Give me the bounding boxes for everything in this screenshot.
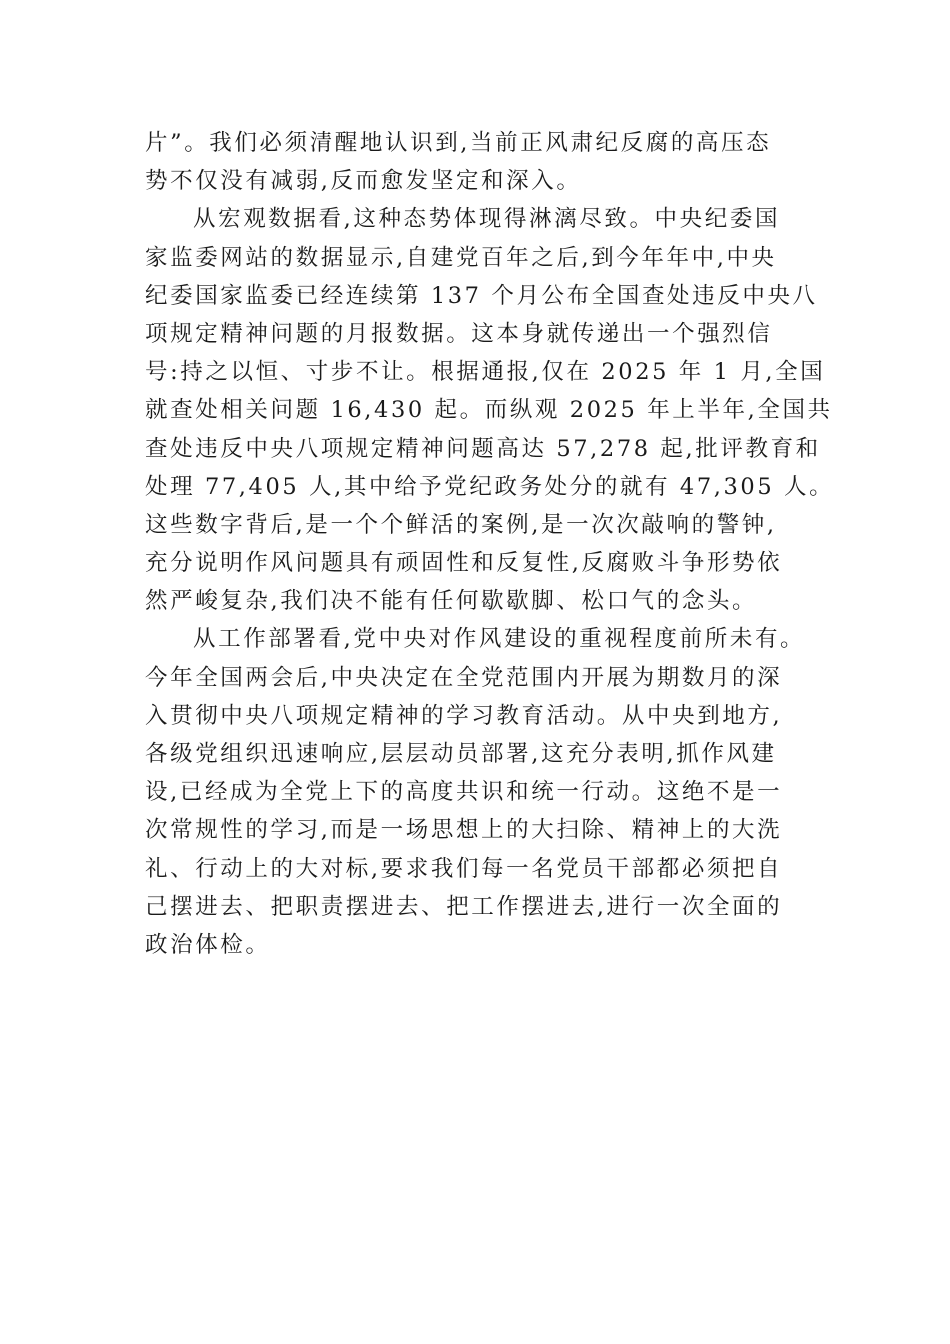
text-line: 礼、行动上的大对标,要求我们每一名党员干部都必须把自 xyxy=(145,855,783,882)
text-line: 处理 77,405 人,其中给予党纪政务处分的就有 47,305 人。 xyxy=(145,473,835,500)
text-line: 次常规性的学习,而是一场思想上的大扫除、精神上的大洗 xyxy=(145,817,783,844)
text-line: 设,已经成为全党上下的高度共识和统一行动。这绝不是一 xyxy=(145,779,783,806)
text-line: 项规定精神问题的月报数据。这本身就传递出一个强烈信 xyxy=(145,320,773,347)
text-line: 入贯彻中央八项规定精神的学习教育活动。从中央到地方, xyxy=(145,702,783,729)
paragraph-1 xyxy=(145,124,815,200)
text-line: 从宏观数据看,这种态势体现得淋漓尽致。中央纪委国 xyxy=(193,206,781,233)
document-page xyxy=(145,124,835,964)
text-line: 号:持之以恒、寸步不让。根据通报,仅在 2025 年 1 月,全国 xyxy=(145,359,826,386)
text-line: 己摆进去、把职责摆进去、把工作摆进去,进行一次全面的 xyxy=(145,893,783,920)
text-line: 片”。我们必须清醒地认识到,当前正风肃纪反腐的高压态 xyxy=(145,130,772,156)
text-line: 今年全国两会后,中央决定在全党范围内开展为期数月的深 xyxy=(145,664,783,691)
text-line: 势不仅没有减弱,反而愈发坚定和深入。 xyxy=(145,168,582,195)
text-line: 从工作部署看,党中央对作风建设的重视程度前所未有。 xyxy=(193,626,806,653)
paragraph-2 xyxy=(145,200,835,620)
text-line: 政治体检。 xyxy=(145,931,271,958)
paragraph-3 xyxy=(145,620,815,964)
text-line: 这些数字背后,是一个个鲜活的案例,是一次次敲响的警钟, xyxy=(145,511,777,538)
text-line: 查处违反中央八项规定精神问题高达 57,278 起,批评教育和 xyxy=(145,435,821,462)
text-line: 充分说明作风问题具有顽固性和反复性,反腐败斗争形势依 xyxy=(145,550,783,577)
text-line: 纪委国家监委已经连续第 137 个月公布全国查处违反中央八 xyxy=(145,282,818,309)
text-line: 然严峻复杂,我们决不能有任何歇歇脚、松口气的念头。 xyxy=(145,588,758,615)
text-line: 各级党组织迅速响应,层层动员部署,这充分表明,抓作风建 xyxy=(145,741,777,767)
text-line: 家监委网站的数据显示,自建党百年之后,到今年年中,中央 xyxy=(145,244,777,271)
text-line: 就查处相关问题 16,430 起。而纵观 2025 年上半年,全国共 xyxy=(145,397,833,424)
